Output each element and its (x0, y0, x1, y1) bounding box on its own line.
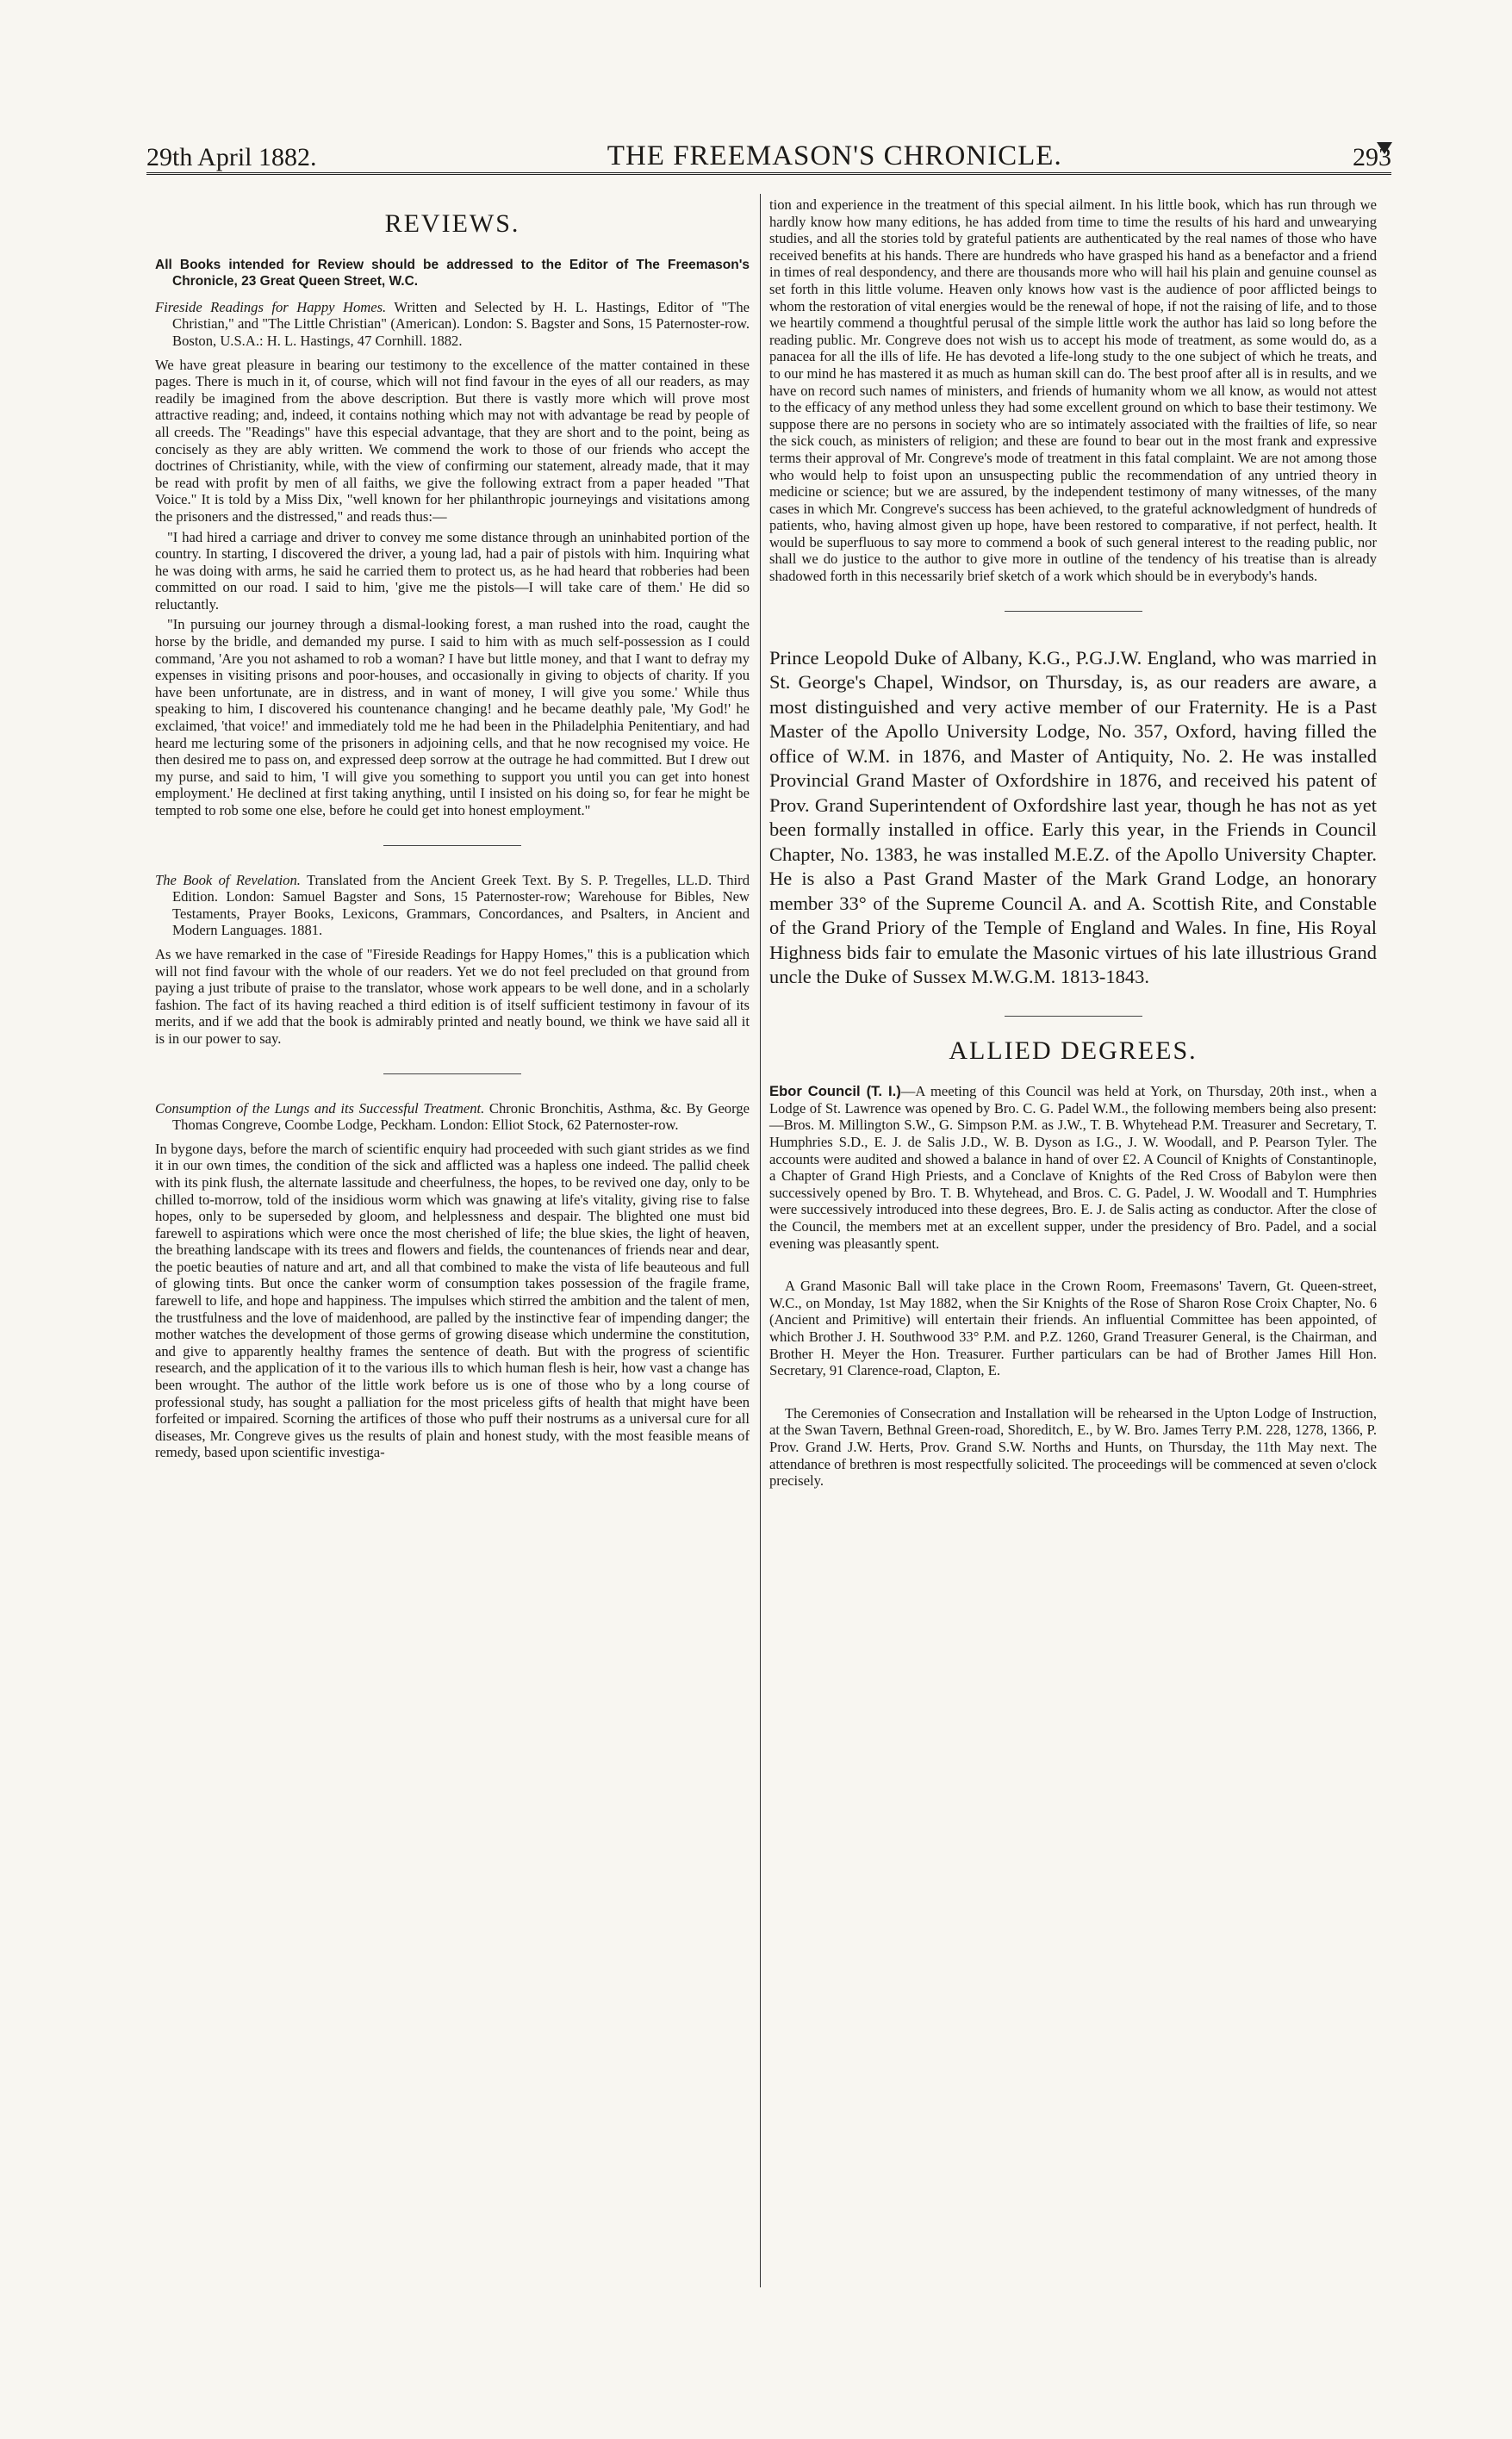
masonic-ball-notice: A Grand Masonic Ball will take place in the Crown Room, Freemasons' Tavern, Gt. Queen-street, W.C., on Monday, 1st May 1882, when the Sir Knights of the Rose of Sharon Rose Croix Chapter, No. 6 (Ancient and Primitive) will entertain their friends. An influential Committee has been appointed, of which Brother J. H. Southwood 33° P.M. and P.Z. 1260, Grand Treasurer General, is the Chairman, and Brother H. Meyer the Hon. Treasurer. Further particulars can be had of Brother James Hill Hon. Secretary, 91 Clarence-road, Clapton, E. (769, 1278, 1377, 1379)
ceremonies-notice: The Ceremonies of Consecration and Installation will be rehearsed in the Upton Lodge of Instruction, at the Swan Tavern, Bethnal Green-road, Shoreditch, E., by W. Bro. James Terry P.M. 228, 1278, 1366, P. Prov. Grand J.W. Herts, Prov. Grand S.W. Norths and Hunts, on Thursday, the 11th May next. The attendance of brethren is most respectfully solicited. The proceedings will be commenced at seven o'clock precisely. (769, 1404, 1377, 1490)
review-quote: "In pursuing our journey through a dismal-looking forest, a man rushed into the road, caught the horse by the bridle, and demanded my purse. I said to him with as much self-possession as I could command, 'Are you not ashamed to rob a woman? I have but little money, and that I want to defray my expenses in visiting prisons and poor-houses, and occasionally in giving to objects of charity. If you have been unfortunate, are in distress, and in want of money, I will give you some.' While thus speaking to him, I discovered his countenance changing! and he became deathly pale, 'My God!' he exclaimed, 'that voice!' and immediately told me he had been in the Philadelphia Penitentiary, and had heard me lecturing some of the prisoners in adjoining cells, and that he now recognised my voice. He then desired me to pass on, and expressed deep sorrow at the outrage he had committed. But I drew out my purse, and said to him, 'I will give you something to support you until you can get into honest employment.' He declined at first taking anything, until I insisted on his doing so, for fear he might be tempted to rob some one else, before he could get into honest employment." (155, 616, 750, 818)
left-column (155, 196, 750, 1465)
review-paragraph: We have great pleasure in bearing our testimony to the excellence of the matter contained in these pages. There is much in it, of course, which will not find favour in the eyes of all our readers, as may readily be imagined from the above description. But there is vastly more which will prove most attractive reading; and, indeed, it contains nothing which may not with advantage be read by people of all creeds. The "Readings" have this especial advantage, that they are short and to the point, being as concisely as they are ably written. We commend the work to those of our friends who accept the doctrines of Christianity, while, with the view of confirming our statement, already made, that it may be read with profit by men of all faiths, we give the following extract from a paper headed "That Voice." It is told by a Miss Dix, "well known for her philanthropic journeyings and visitations among the prisoners and the distressed," and reads thus:— (155, 356, 750, 525)
book-entry-fireside (155, 299, 750, 350)
spacer (769, 1255, 1377, 1278)
book-entry-revelation (155, 872, 750, 939)
book-details: Written and Selected by H. L. Hastings, Editor of "The Christian," and "The Little Christian" (American). London: S. Bagster and Sons, 15 Paternoster-row. Boston, U.S.A.: H. L. Hastings, 47 Cornhill. 1882. (172, 298, 750, 349)
ebor-council-heading: Ebor Council (T. I.) (769, 1083, 901, 1100)
book-details: Chronic Bronchitis, Asthma, &c. By George Thomas Congreve, Coombe Lodge, Peckham. London: Elliot Stock, 62 Paternoster-row. (172, 1099, 750, 1134)
book-title: Consumption of the Lungs and its Successful Treatment. (155, 1099, 485, 1117)
reviews-heading: REVIEWS. (384, 209, 520, 238)
page-number: 293 (1352, 143, 1391, 171)
issue-date: 29th April 1882. (146, 143, 317, 171)
ebor-council-report (769, 1083, 1377, 1252)
spacer (769, 1383, 1377, 1405)
section-rule (1005, 611, 1142, 612)
review-quote: "I had hired a carriage and driver to convey me some distance through an uninhabited portion of the country. In starting, I discovered the driver, a young lad, had a pair of pistols with him. Inquiring what he was doing with arms, he said he carried them to protect us, as he had heard that robberies had been committed on our road. I said to him, 'give me the pistols—I will take care of them.' He did so reluctantly. (155, 528, 750, 613)
review-paragraph: In bygone days, before the march of scientific enquiry had proceeded with such giant strides as we find it in our own times, the condition of the sick and afflicted was a hapless one indeed. The pallid cheek with its pink flush, the alternate lassitude and cheerfulness, the hopes, to be revived one day, only to be chilled to-morrow, told of the insidious worm which was gnawing at life's vitality, giving rise to false hopes, only to be superseded by gloom, and helplessness and despair. The blighted one must bid farewell to aspirations which were once the most cherished of life; the blue skies, the light of heaven, the breathing landscape with its trees and flowers and fields, the countenances of friends near and dear, the poetic beauties of nature and art, and all that combined to make the vista of life beauteous and full of glowing tints. But once the canker worm of consumption takes possession of the fragile frame, farewell to life, and hope and happiness. The impulses which stirred the ambition and the talent of men, the trustfulness and the love of maidenhood, are palled by the instinctive fear of impending danger; the mother watches the development of those germs of growing disease which undermine the constitution, and give to apparently healthy frames the sentence of death. But with the progress of scientific research, and the application of it to the various ills to which human flesh is heir, how vast a change has been wrought. The author of the little work before us is one of those who by a long course of professional study, has sought a palliation for the most priceless gifts of health that might have been forfeited or impaired. Scorning the artifices of those who puff their nostrums as a universal cure for all diseases, Mr. Congreve gives us the results of plain and honest study, with the most feasible means of remedy, based upon scientific investiga- (155, 1140, 750, 1461)
review-continuation: tion and experience in the treatment of this special ailment. In his little book, which has run through we hardly know how many editions, he has added from time to time the results of his hard and unwearying studies, and all the stories told by grateful patients are authenticated by the real names of those who have received benefits at his hands. There are hundreds who have grasped his hand as a benefactor and a friend in times of real despondency, and there are thousands more who will hail his plain and genuine counsel as set forth in this little volume. Heaven only knows how vast is the audience of poor afflicted beings to whom the restoration of vital energies would be the renewal of hope, if not the raising of life, and to those we heartily commend a thoughtful perusal of the simple little work the author has laid so long before the reading public. Mr. Congreve does not wish us to accept his mode of treatment, as some would do, as a panacea for all the ills of life. He has devoted a life-long study to the one subject of which he treats, and to our mind he has mastered it as much as human skill can do. The best proof after all is in results, and we have on record such names of ministers, and friends of humanity whom we all know, as would not attest to the efficacy of any method unless they had some excellent ground on which to base their testimony. We suppose there are no persons in society who are so intimately associated with the frailties of life, so near the sick couch, as ministers of religion; and these are found to bear out in the most frank and expressive terms their approval of Mr. Congreve's mode of treatment in this fatal complaint. We are not among those who would help to foist upon an unsuspecting public the recommendation of any untried theory in medicine or science; but we are assured, by the independent testimony of many witnesses, of the many cases in which Mr. Congreve's success has been achieved, to the grateful acknowledgment of hundreds of patients, who, having almost given up hope, have been restored to comparative, if not perfect, health. It would be superfluous to say more to commend a book of such general interest to the reading public, nor shall we do justice to the author to give more in outline of the tendency of his treatise than is already shadowed forth in this necessarily brief sketch of a work which should be in everybody's hands. (769, 196, 1377, 585)
masthead-title: THE FREEMASON'S CHRONICLE. (607, 140, 1062, 171)
book-entry-consumption (155, 1100, 750, 1134)
section-rule (383, 1073, 521, 1074)
right-column (769, 196, 1377, 1493)
book-details: Translated from the Ancient Greek Text. By S. P. Tregelles, LL.D. Third Edition. London: Samuel Bagster and Sons, 15 Paternoster-row; Warehouse for Bibles, New Testaments, Prayer Books, Lexicons, Grammars, Concordances, and Psalters, in Ancient and Modern Languages. 1881. (172, 871, 750, 939)
review-notice: All Books intended for Review should be addressed to the Editor of The Freemason's Chronicle, 23 Great Queen Street, W.C. (155, 257, 750, 289)
section-rule (1005, 1016, 1142, 1017)
review-paragraph: As we have remarked in the case of "Fireside Readings for Happy Homes," this is a publication which will not find favour with the whole of our readers. Yet we do not feel precluded on that ground from paying a just tribute of praise to the translator, whose work appears to be well done, and in a scholarly fashion. The fact of its having reached a third edition is of itself sufficient testimony in favour of its merits, and if we add that the book is admirably printed and neatly bound, we think we have said all it is in our power to say. (155, 945, 750, 1047)
ebor-council-text: —A meeting of this Council was held at York, on Thursday, 20th inst., when a Lodge of St. Lawrence was opened by Bro. C. G. Padel W.M., the following members being also present:—Bros. M. Millington S.W., G. Simpson P.M. as J.W., T. B. Whytehead P.M. Treasurer and Secretary, T. Humphries S.D., E. J. de Salis J.D., W. B. Dyson as I.G., J. W. Woodall, and P. Pearson Tyler. The accounts were audited and showed a balance in hand of over £2. A Council of Knights of Constantinople, a Chapter of Grand High Priests, and a Conclave of Knights of the Red Cross of Babylon were then successively opened by Bro. T. B. Whytehead, and Bros. C. G. Padel, J. W. Woodall and T. Humphries were successively introduced into these degrees, Bro. E. J. de Salis acting as conductor. After the close of the Council, the members met at an excellent supper, under the presidency of Bro. Padel, and a social evening was pleasantly spent. (769, 1083, 1377, 1252)
book-title: The Book of Revelation. (155, 871, 301, 888)
page-corner-mark (1377, 142, 1392, 154)
allied-degrees-heading: ALLIED DEGREES. (949, 1036, 1198, 1065)
section-rule (383, 845, 521, 846)
page-header (146, 129, 1391, 175)
prince-leopold-article: Prince Leopold Duke of Albany, K.G., P.G.J.W. England, who was married in St. George's Chapel, Windsor, on Thursday, is, as our readers are aware, a most distinguished and very active member of our Fraternity. He is a Past Master of the Apollo University Lodge, No. 357, Oxford, having filled the office of W.M. in 1876, and Master of Antiquity, No. 2. He was installed Provincial Grand Master of Oxfordshire in 1876, and received his patent of Prov. Grand Superintendent of Oxfordshire last year, though he has not as yet been formally installed in office. Early this year, in the Friends in Council Chapter, No. 1383, he was installed M.E.Z. of the Apollo University Chapter. He is also a Past Grand Master of the Mark Grand Lodge, an honorary member 33° of the Supreme Council A. and A. Scottish Rite, and Constable of the Grand Priory of the Temple of England and Wales. In fine, His Royal Highness bids fair to emulate the Masonic virtues of his late illustrious Grand uncle the Duke of Sussex M.W.G.M. 1813-1843. (769, 646, 1377, 988)
book-title: Fireside Readings for Happy Homes. (155, 298, 387, 315)
column-divider (760, 194, 761, 2287)
